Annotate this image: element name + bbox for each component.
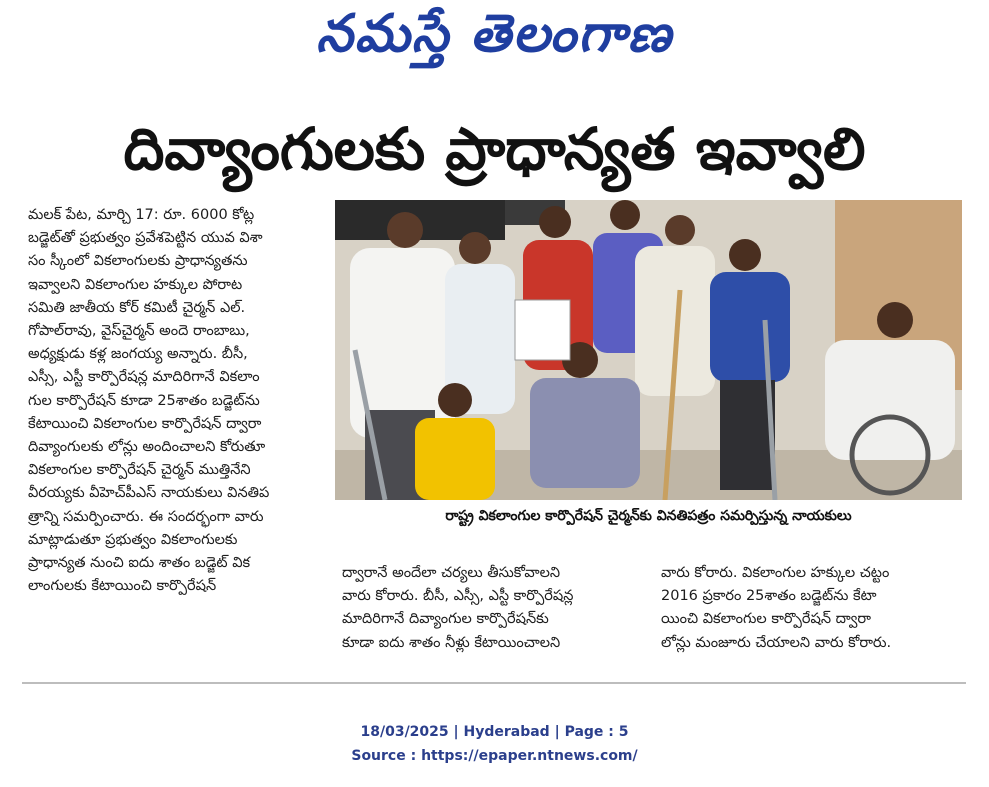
article-line: లాంగులకు కేటాయించి కార్పొరేషన్ [28,578,217,595]
headline: దివ్యాంగులకు ప్రాధాన్యత ఇవ్వాలి [123,115,866,183]
article-line: ఇవ్వాలని వికలాంగుల హక్కుల పోరాట [28,276,243,293]
photo-illustration [335,200,962,500]
divider [22,682,966,684]
article-line: బడ్జెట్‌తో ప్రభుత్వం ప్రవేశపెట్టిన యువ విశా [28,230,263,247]
article-line: వీరయ్యకు వీహెచ్‌పీఎస్ నాయకులు వినతిప [28,485,270,502]
article-line: వారు కోరారు. వికలాంగుల హక్కుల చట్టం [661,565,890,581]
article-line: గోపాల్‌రావు, వైస్‌చైర్మన్ అందె రాంబాబు, [28,323,250,340]
article-line: సం స్కీంలో వికలాంగులకు ప్రాధాన్యతను [28,253,248,270]
article-column-3 [661,562,961,655]
article-line: దివ్యాంగులకు లోన్లు అందించాలని కోరుతూ [28,439,266,456]
article-line: వికలాంగుల కార్పొరేషన్ చైర్మన్ ముత్తినేని [28,462,251,479]
masthead-title: నమస్తే తెలంగాణ [316,4,673,64]
article-line: మలక్ పేట, మార్చి 17: రూ. 6000 కోట్ల [28,207,255,223]
article-line: కేటాయించి వికలాంగుల కార్పొరేషన్ ద్వారా [28,415,262,432]
article-line: సమితి జాతీయ కోర్ కమిటీ చైర్మన్ ఎల్. [28,299,246,316]
footer-source-line: Source : https://epaper.ntnews.com/ [351,748,638,764]
article-column-2 [342,562,642,655]
article-line: లోన్లు మంజూరు చేయాలని వారు కోరారు. [661,634,892,651]
photo-caption: రాష్ట్ర వికలాంగుల కార్పొరేషన్ చైర్మన్‌కు వినతిపత్రం సమర్పిస్తున్న నాయకులు [445,508,852,524]
article-line: త్రాన్ని సమర్పించారు. ఈ సందర్భంగా వారు [28,508,264,525]
article-column-1 [28,204,328,598]
article-line: మాదిరిగానే దివ్యాంగుల కార్పొరేషన్‌కు [342,611,549,628]
article-line: కూడా ఐదు శాతం నీళ్లు కేటాయించాలని [342,634,561,651]
article-line: ప్రాధాన్యత నుంచి ఐదు శాతం బడ్జెట్ విక [28,555,251,572]
article-line: 2016 ప్రకారం 25శాతం బడ్జెట్‌ను కేటా [661,588,877,605]
news-photo [335,200,962,500]
masthead [0,0,989,80]
article-line: అధ్యక్షుడు కళ్ల జంగయ్య అన్నారు. బీసీ, [28,346,248,363]
article-line: గుల కార్పొరేషన్ కూడా 25శాతం బడ్జెట్‌ను [28,392,260,409]
article-line: ఎస్సీ, ఎస్టీ కార్పొరేషన్ల మాదిరిగానే వికలాం [28,369,260,386]
article-line: వారు కోరారు. బీసీ, ఎస్సీ, ఎస్టీ కార్పొరేషన్ల [342,588,574,605]
article-line: యించి వికలాంగుల కార్పొరేషన్ ద్వారా [661,611,871,628]
article-line: ద్వారానే అందేలా చర్యలు తీసుకోవాలని [342,565,561,581]
footer-date-line: 18/03/2025 | Hyderabad | Page : 5 [360,724,629,740]
article-line: మాట్లాడుతూ ప్రభుత్వం వికలాంగులకు [28,531,238,548]
